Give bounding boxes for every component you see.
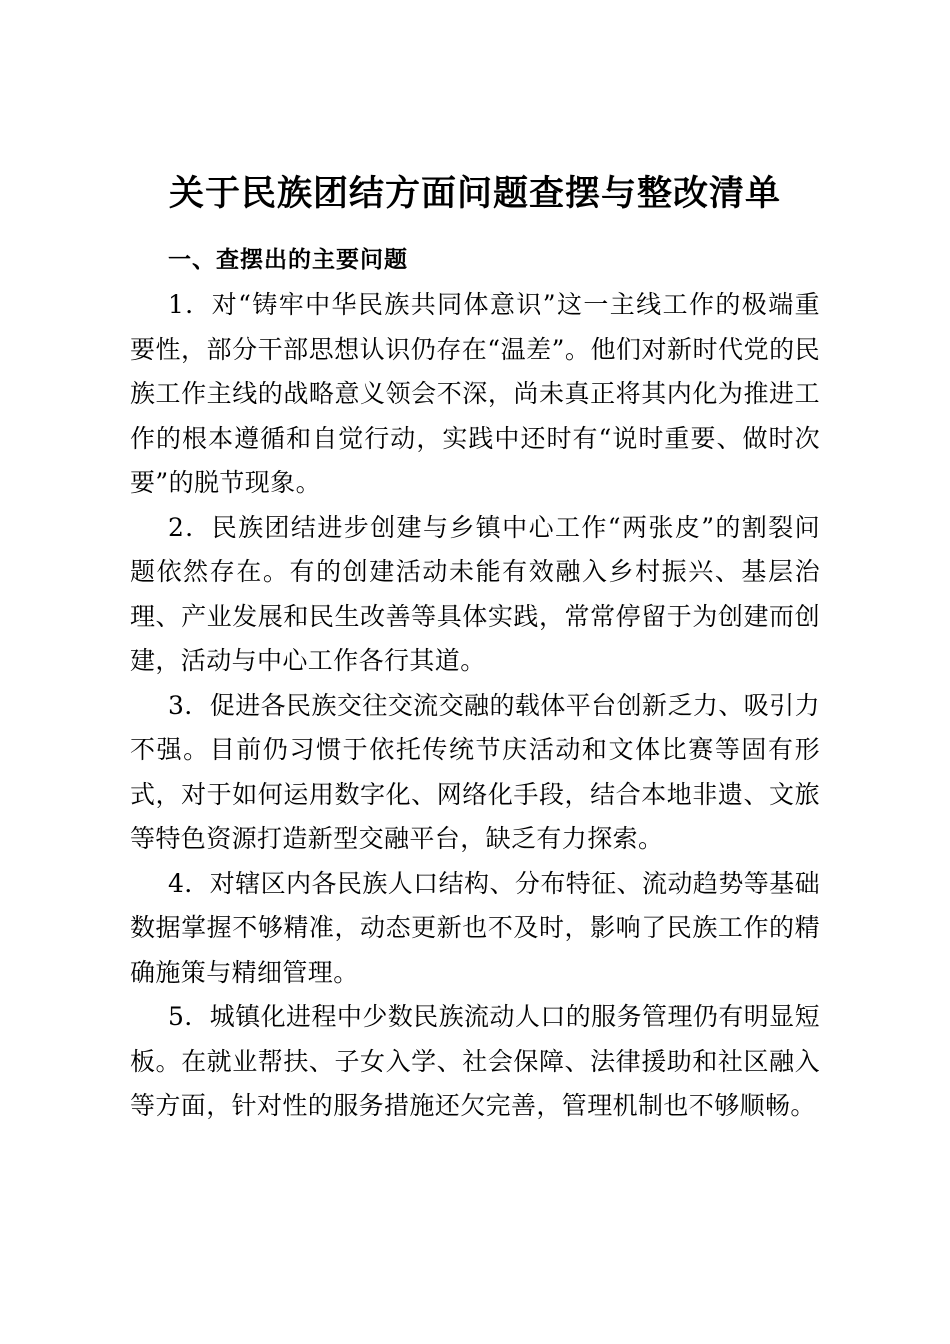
paragraph-4: 4．对辖区内各民族人口结构、分布特征、流动趋势等基础数据掌握不够精准，动态更新也不及时，影响了民族工作的精确施策与精细管理。	[130, 868, 820, 987]
paragraph-2: 2．民族团结进步创建与乡镇中心工作“两张皮”的割裂问题依然存在。有的创建活动未能有效融入乡村振兴、基层治理、产业发展和民生改善等具体实践，常常停留于为创建而创建，活动与中心工作各行其道。	[130, 512, 820, 675]
paragraph-5: 5．城镇化进程中少数民族流动人口的服务管理仍有明显短板。在就业帮扶、子女入学、社会保障、法律援助和社区融入等方面，针对性的服务措施还欠完善，管理机制也不够顺畅。	[130, 1002, 820, 1120]
paragraph-3: 3．促进各民族交往交流交融的载体平台创新乏力、吸引力不强。目前仍习惯于依托传统节庆活动和文体比赛等固有形式，对于如何运用数字化、网络化手段，结合本地非遗、文旅等特色资源打造新型交融平台，缺乏有力探索。	[130, 690, 820, 853]
section-heading: 一、查摆出的主要问题	[168, 247, 408, 273]
document-title: 关于民族团结方面问题查摆与整改清单	[168, 174, 781, 214]
document-body	[130, 283, 820, 1129]
paragraph-1: 1．对“铸牢中华民族共同体意识”这一主线工作的极端重要性，部分干部思想认识仍存在“温差”。他们对新时代党的民族工作主线的战略意义领会不深，尚未真正将其内化为推进工作的根本遵循和自觉行动，实践中还时有“说时重要、做时次要”的脱节现象。	[130, 290, 820, 497]
